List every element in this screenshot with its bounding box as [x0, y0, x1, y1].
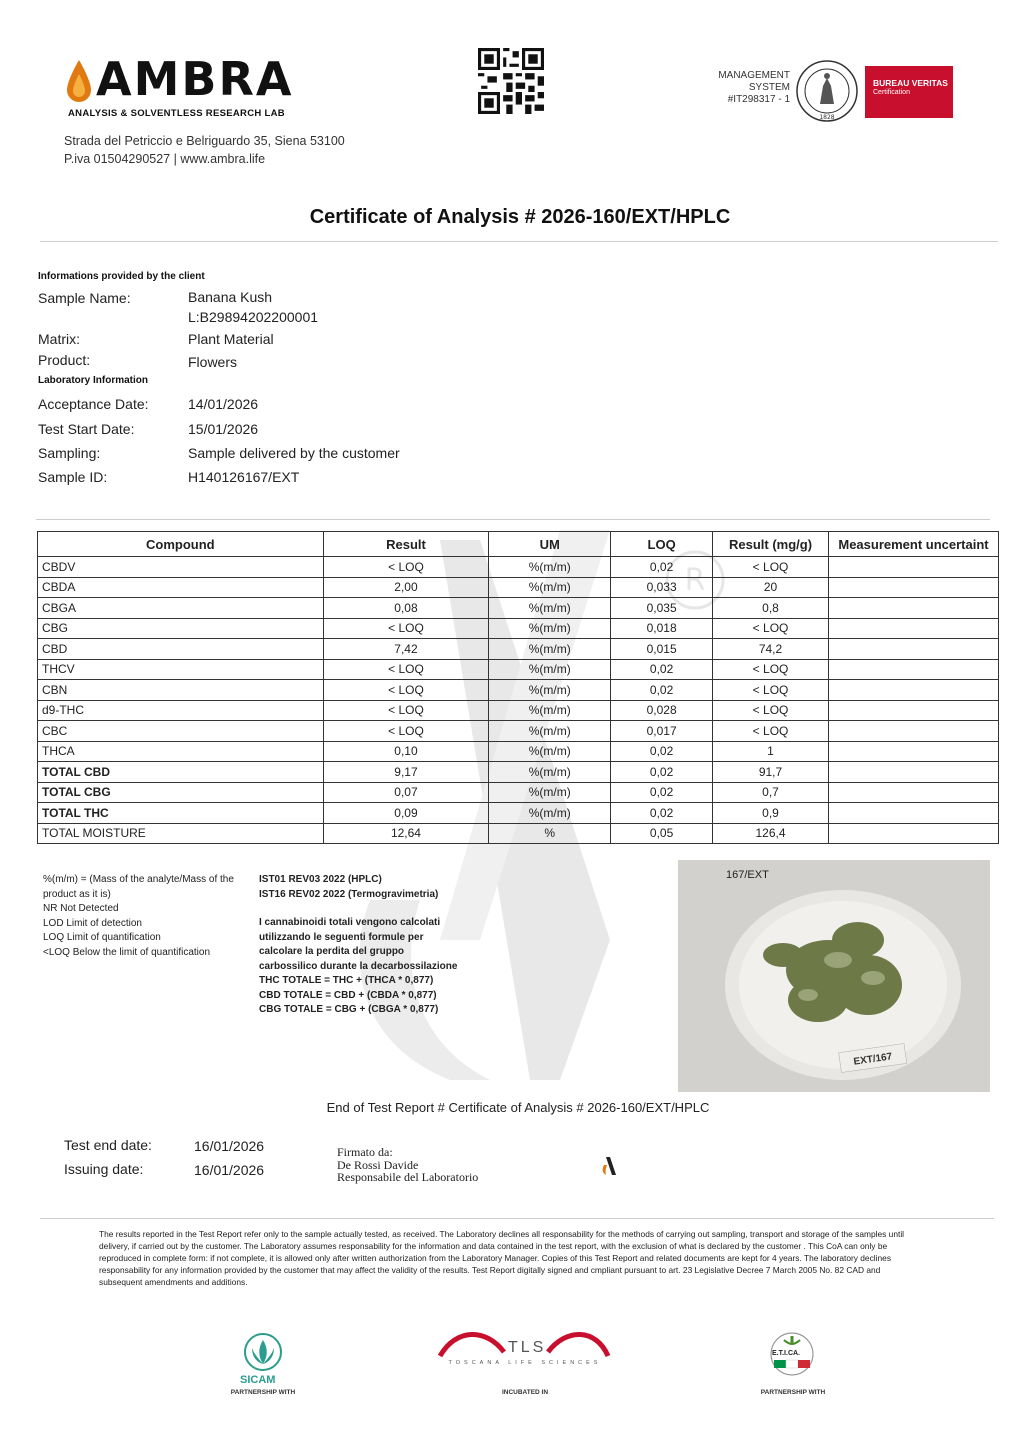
etica-name: E.T.I.CA.	[772, 1350, 801, 1357]
cell-um: %	[489, 823, 611, 844]
signer-role: Responsabile del Laboratorio	[337, 1170, 479, 1184]
method-line: IST16 REV02 2022 (Termogravimetria)	[259, 888, 439, 900]
note-line: NR Not Detected	[43, 903, 119, 914]
cell-result-mgg: 1	[713, 741, 829, 762]
cell-result-mgg: < LOQ	[713, 680, 829, 701]
cell-result-mgg: < LOQ	[713, 618, 829, 639]
issuing-date-label: Issuing date:	[64, 1161, 144, 1177]
cell-compound: CBC	[38, 721, 324, 742]
sample-name-value: Banana Kush	[188, 289, 273, 305]
divider	[40, 1218, 994, 1219]
signer-block	[337, 1146, 478, 1184]
start-date-value: 15/01/2026	[188, 421, 259, 437]
results-table	[37, 531, 999, 844]
bureau-veritas-badge	[865, 66, 953, 118]
sicam-caption: PARTNERSHIP WITH	[230, 1389, 296, 1396]
cell-result: < LOQ	[323, 721, 489, 742]
table-row	[38, 598, 999, 619]
cell-result: < LOQ	[323, 618, 489, 639]
photo-jar-label: EXT/167	[852, 1051, 893, 1068]
cell-loq: 0,017	[611, 721, 713, 742]
legal-disclaimer: The results reported in the Test Report refer only to the sample actually tested, as received. The Laboratory declines all responsability for the methods of carrying out sampling, transport and storage of the samples until delivery, if carried out by the customer. The Laboratory assumes responsability for the information and data contained in the test report, with the exclusion of what is declared by the customer . This CoA can only be reproduced in complete form: if not complete, it is allowed only after written authorization from the Laboratory Manager. Copies of this Test Report and related documents are kept for 4 years. The laboratory declines responsability for any information provided by the customer that may affect the validity of the results. Test Report digitally signed and cmpliant pursuant to art. 23 Legislative Decree 7 March 2005 No. 82 CAD and subsequent amendments and additions.	[99, 1229, 905, 1287]
cell-uncertainty	[828, 598, 998, 619]
divider	[40, 241, 998, 242]
ambra-logo	[96, 52, 293, 106]
formula-intro: I cannabinoidi totali vengono calcolati utilizzando le seguenti formule per calcolare la perdita del gruppo carbossilico durante la decarbossilazione	[259, 917, 458, 972]
bureau-veritas-seal-icon	[796, 56, 858, 126]
cell-loq: 0,02	[611, 680, 713, 701]
cell-uncertainty	[828, 618, 998, 639]
cell-um: %(m/m)	[489, 782, 611, 803]
signer-name: De Rossi Davide	[337, 1157, 419, 1172]
note-line: LOD Limit of detection	[43, 917, 142, 929]
cell-loq: 0,015	[611, 639, 713, 660]
matrix-value: Plant Material	[188, 331, 274, 347]
col-header-um: UM	[489, 532, 611, 557]
matrix-label: Matrix:	[38, 331, 80, 347]
cell-result-mgg: 74,2	[713, 639, 829, 660]
qr-code-icon[interactable]	[478, 48, 544, 114]
cell-result-mgg: 0,7	[713, 782, 829, 803]
mgmt-line: SYSTEM	[748, 82, 790, 93]
cell-uncertainty	[828, 659, 998, 680]
cell-uncertainty	[828, 823, 998, 844]
start-date-label: Test Start Date:	[38, 421, 135, 437]
cell-um: %(m/m)	[489, 721, 611, 742]
logo-subtitle: ANALYSIS & SOLVENTLESS RESEARCH LAB	[68, 108, 285, 119]
formula-line: THC TOTALE = THC + (THCA * 0,877)	[259, 975, 434, 986]
lot-value: L:B29894202200001	[188, 309, 319, 325]
cell-compound: d9-THC	[38, 700, 324, 721]
col-header-result-mgg: Result (mg/g)	[713, 532, 829, 557]
product-value: Flowers	[188, 354, 238, 370]
cell-uncertainty	[828, 741, 998, 762]
col-header-result: Result	[323, 532, 489, 557]
cell-compound: CBDA	[38, 577, 324, 598]
cell-loq: 0,02	[611, 762, 713, 783]
etica-caption: PARTNERSHIP WITH	[760, 1389, 826, 1396]
sampling-value: Sample delivered by the customer	[188, 445, 400, 461]
table-row	[38, 680, 999, 701]
mgmt-line: MANAGEMENT	[718, 70, 790, 81]
cell-result-mgg: < LOQ	[713, 700, 829, 721]
product-label: Product:	[38, 352, 91, 368]
sample-id-value: H140126167/EXT	[188, 469, 300, 485]
table-row	[38, 557, 999, 578]
sampling-label: Sampling:	[38, 445, 101, 461]
cell-loq: 0,05	[611, 823, 713, 844]
cell-uncertainty	[828, 782, 998, 803]
cell-loq: 0,02	[611, 557, 713, 578]
col-header-uncertainty: Measurement uncertaint	[828, 532, 998, 557]
address-line: Strada del Petriccio e Belriguardo 35, Siena 53100	[64, 134, 345, 148]
cell-result: 0,08	[323, 598, 489, 619]
lab-section-heading: Laboratory Information	[38, 375, 149, 386]
ambra-mark-icon	[600, 1155, 620, 1177]
cell-compound: TOTAL CBG	[38, 782, 324, 803]
logo-text: AMBRA	[96, 52, 294, 106]
tls-full-name: TOSCANA LIFE SCIENCES	[448, 1360, 602, 1366]
cell-compound: THCA	[38, 741, 324, 762]
sample-photo	[678, 860, 990, 1092]
note-line: %(m/m) = (Mass of the analyte/Mass of the product as it is)	[43, 874, 234, 900]
test-end-label: Test end date:	[64, 1137, 152, 1153]
client-section-heading: Informations provided by the client	[38, 271, 205, 282]
cell-result: 0,09	[323, 803, 489, 824]
note-line: LOQ Limit of quantification	[43, 932, 161, 943]
sicam-name: SICAM	[240, 1374, 276, 1386]
col-header-loq: LOQ	[611, 532, 713, 557]
cell-uncertainty	[828, 803, 998, 824]
cell-result: 9,17	[323, 762, 489, 783]
cell-compound: CBGA	[38, 598, 324, 619]
table-row	[38, 782, 999, 803]
cell-result-mgg: < LOQ	[713, 721, 829, 742]
cell-um: %(m/m)	[489, 577, 611, 598]
method-line: IST01 REV03 2022 (HPLC)	[259, 874, 382, 885]
cell-loq: 0,02	[611, 659, 713, 680]
table-row	[38, 721, 999, 742]
cell-um: %(m/m)	[489, 762, 611, 783]
formula-line: CBG TOTALE = CBG + (CBGA * 0,877)	[259, 1004, 439, 1015]
ambra-drop-icon	[64, 58, 94, 106]
end-of-report-text: End of Test Report # Certificate of Analysis # 2026-160/EXT/HPLC	[326, 1100, 710, 1115]
cell-uncertainty	[828, 639, 998, 660]
cell-um: %(m/m)	[489, 639, 611, 660]
table-row	[38, 762, 999, 783]
cell-result: 2,00	[323, 577, 489, 598]
cell-uncertainty	[828, 762, 998, 783]
table-row	[38, 803, 999, 824]
cell-result-mgg: 91,7	[713, 762, 829, 783]
bv-subtitle: Certification	[873, 89, 910, 96]
cell-um: %(m/m)	[489, 741, 611, 762]
cell-um: %(m/m)	[489, 618, 611, 639]
cell-loq: 0,02	[611, 782, 713, 803]
cell-uncertainty	[828, 700, 998, 721]
cell-result: 0,10	[323, 741, 489, 762]
sample-jar-illustration	[678, 860, 990, 1092]
cell-compound: CBG	[38, 618, 324, 639]
cell-result: < LOQ	[323, 557, 489, 578]
cell-loq: 0,028	[611, 700, 713, 721]
bv-year: 1828	[819, 114, 835, 121]
svg-text:R: R	[684, 563, 706, 598]
cell-uncertainty	[828, 721, 998, 742]
cell-result: 12,64	[323, 823, 489, 844]
sicam-logo-icon	[238, 1332, 288, 1378]
table-row	[38, 618, 999, 639]
table-row	[38, 577, 999, 598]
cell-compound: TOTAL THC	[38, 803, 324, 824]
cell-um: %(m/m)	[489, 680, 611, 701]
cell-uncertainty	[828, 577, 998, 598]
mgmt-cert-number: #IT298317 - 1	[727, 94, 790, 105]
cell-um: %(m/m)	[489, 803, 611, 824]
tls-name: TLS	[508, 1339, 547, 1356]
cell-compound: CBD	[38, 639, 324, 660]
cell-result: < LOQ	[323, 680, 489, 701]
test-end-value: 16/01/2026	[194, 1138, 265, 1154]
cell-compound: TOTAL MOISTURE	[38, 823, 324, 844]
cell-result: < LOQ	[323, 659, 489, 680]
cell-um: %(m/m)	[489, 557, 611, 578]
cell-um: %(m/m)	[489, 700, 611, 721]
table-row	[38, 700, 999, 721]
cell-compound: CBDV	[38, 557, 324, 578]
sample-id-label: Sample ID:	[38, 469, 108, 485]
table-row	[38, 823, 999, 844]
table-header-row	[38, 532, 999, 557]
issuing-date-value: 16/01/2026	[194, 1162, 265, 1178]
table-row	[38, 741, 999, 762]
cell-compound: THCV	[38, 659, 324, 680]
cell-loq: 0,035	[611, 598, 713, 619]
cell-result-mgg: 0,8	[713, 598, 829, 619]
formula-line: CBD TOTALE = CBD + (CBDA * 0,877)	[259, 989, 437, 1001]
management-system-label	[700, 70, 790, 106]
sample-name-label: Sample Name:	[38, 290, 131, 306]
vat-website-line: P.iva 01504290527 | www.ambra.life	[64, 152, 266, 166]
acceptance-date-value: 14/01/2026	[188, 396, 259, 412]
methods-block	[259, 873, 459, 1018]
col-header-compound: Compound	[38, 532, 324, 557]
document-title: Certificate of Analysis # 2026-160/EXT/HPLC	[309, 206, 731, 228]
table-row	[38, 639, 999, 660]
signed-by-label: Firmato da:	[337, 1145, 393, 1159]
tls-caption: INCUBATED IN	[501, 1389, 549, 1396]
cell-result: 7,42	[323, 639, 489, 660]
cell-result-mgg: 20	[713, 577, 829, 598]
cell-um: %(m/m)	[489, 598, 611, 619]
bv-title: BUREAU VERITAS	[873, 78, 948, 88]
acceptance-date-label: Acceptance Date:	[38, 396, 149, 412]
cell-uncertainty	[828, 557, 998, 578]
note-line: <LOQ Below the limit of quantification	[43, 946, 211, 958]
cell-result-mgg: < LOQ	[713, 659, 829, 680]
cell-loq: 0,018	[611, 618, 713, 639]
cell-uncertainty	[828, 680, 998, 701]
cell-result: < LOQ	[323, 700, 489, 721]
photo-label-top: 167/EXT	[726, 869, 769, 881]
cell-result-mgg: 126,4	[713, 823, 829, 844]
cell-compound: TOTAL CBD	[38, 762, 324, 783]
cell-result-mgg: < LOQ	[713, 557, 829, 578]
cell-result-mgg: 0,9	[713, 803, 829, 824]
cell-loq: 0,02	[611, 803, 713, 824]
cell-loq: 0,02	[611, 741, 713, 762]
cell-compound: CBN	[38, 680, 324, 701]
abbreviations-notes	[43, 873, 243, 960]
cell-result: 0,07	[323, 782, 489, 803]
table-row	[38, 659, 999, 680]
cell-loq: 0,033	[611, 577, 713, 598]
cell-um: %(m/m)	[489, 659, 611, 680]
